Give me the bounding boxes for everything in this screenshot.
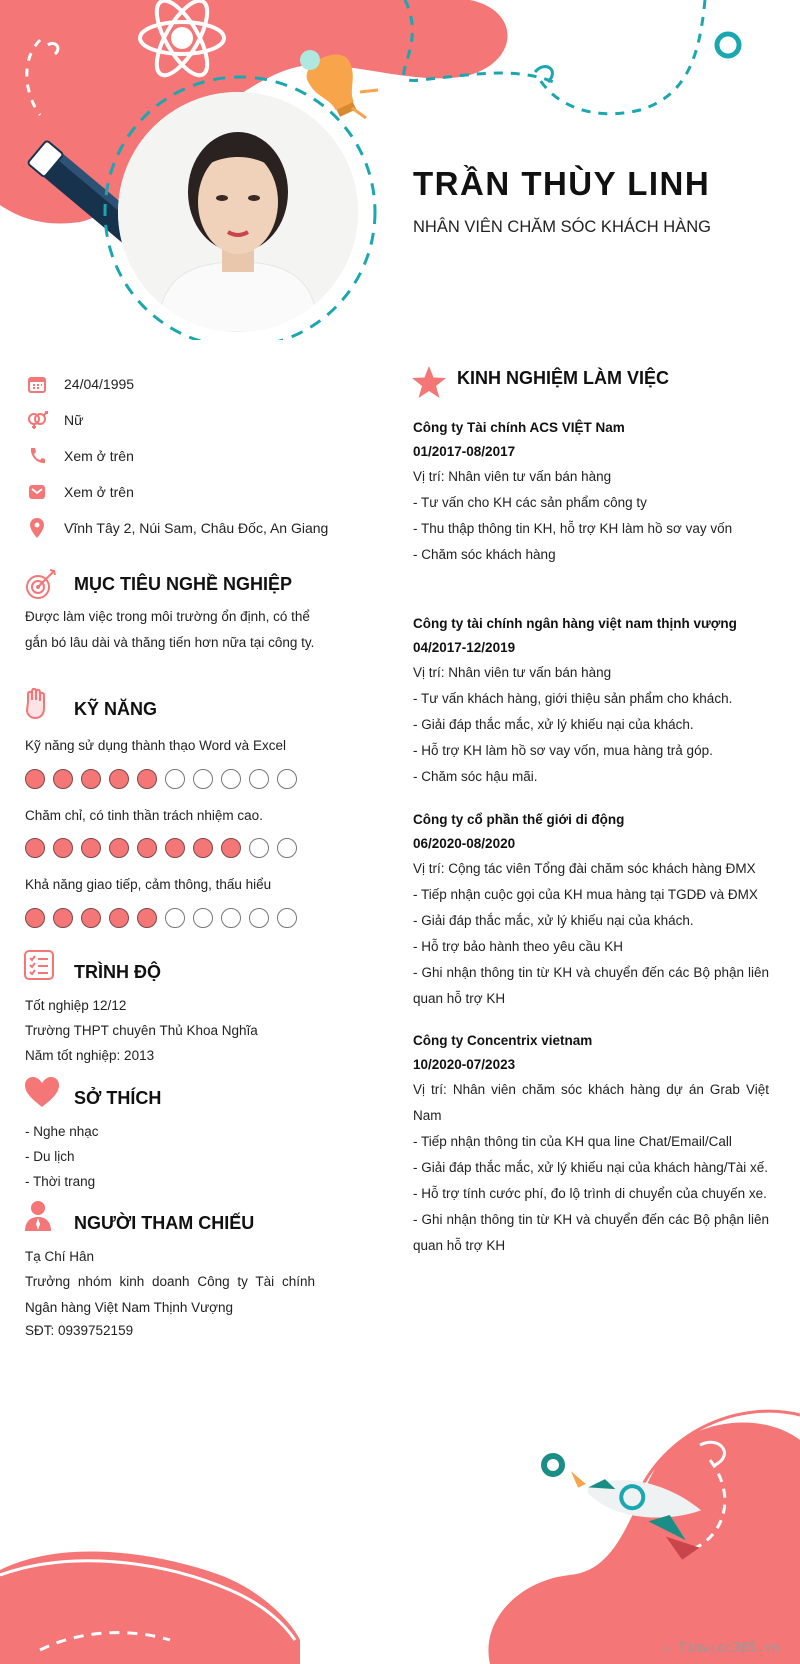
job-line: - Ghi nhận thông tin từ KH và chuyển đến các Bộ phận liên quan hỗ trợ KH xyxy=(413,1212,769,1253)
footer-decoration xyxy=(0,1400,800,1664)
job-period: 10/2020-07/2023 xyxy=(413,1057,516,1072)
job-line: - Tư vấn khách hàng, giới thiệu sản phẩm cho khách. xyxy=(413,691,733,706)
rating-dot-filled xyxy=(221,838,241,858)
rating-dot-filled xyxy=(109,838,129,858)
rating-dot-filled xyxy=(53,769,73,789)
mail-icon xyxy=(26,481,48,503)
job-3 xyxy=(413,808,769,1012)
reference-heading: NGƯỜI THAM CHIẾU xyxy=(74,1213,255,1233)
skill-rating-3 xyxy=(25,908,297,928)
job-1 xyxy=(413,416,769,568)
skills-heading: KỸ NĂNG xyxy=(74,699,158,719)
job-line: - Thu thập thông tin KH, hỗ trợ KH làm hồ sơ vay vốn xyxy=(413,521,733,536)
job-line: - Giải đáp thắc mắc, xử lý khiếu nại của khách hàng/Tài xế. xyxy=(413,1160,768,1175)
rating-dot-filled xyxy=(25,838,45,858)
dob-text: 24/04/1995 xyxy=(64,376,135,392)
checklist-icon xyxy=(24,950,54,985)
rating-dot-empty xyxy=(277,769,297,789)
rating-dot-empty xyxy=(165,769,185,789)
job-company: Công ty cổ phần thế giới di động xyxy=(413,812,625,827)
rating-dot-empty xyxy=(221,769,241,789)
job-company: Công ty Concentrix vietnam xyxy=(413,1033,593,1048)
info-address xyxy=(26,516,366,540)
objective-text: Được làm việc trong môi trường ổn định, có thể gắn bó lâu dài và thăng tiến hơn nữa tại công ty. xyxy=(25,609,315,650)
skill-rating-1 xyxy=(25,769,297,789)
phone-text: Xem ở trên xyxy=(64,448,134,464)
reference-name: Tạ Chí Hân xyxy=(25,1249,95,1264)
gender-icon xyxy=(26,409,48,431)
rating-dot-empty xyxy=(165,908,185,928)
address-text: Vĩnh Tây 2, Núi Sam, Châu Đốc, An Giang xyxy=(64,520,329,536)
calendar-icon xyxy=(26,373,48,395)
education-line-3: Năm tốt nghiệp: 2013 xyxy=(25,1048,155,1063)
job-line: Vị trí: Cộng tác viên Tổng đài chăm sóc khách hàng ĐMX xyxy=(413,861,756,876)
skill-label-3: Khả năng giao tiếp, cảm thông, thấu hiểu xyxy=(25,877,272,892)
star-icon xyxy=(411,365,447,404)
rating-dot-filled xyxy=(81,838,101,858)
reference-position: Trưởng nhóm kinh doanh Công ty Tài chính Ngân hàng Việt Nam Thịnh Vượng xyxy=(25,1274,315,1315)
job-period: 01/2017-08/2017 xyxy=(413,444,516,459)
candidate-title: NHÂN VIÊN CHĂM SÓC KHÁCH HÀNG xyxy=(413,218,711,236)
location-pin-icon xyxy=(26,517,48,539)
rating-dot-filled xyxy=(109,769,129,789)
rating-dot-filled xyxy=(81,908,101,928)
rating-dot-empty xyxy=(249,908,269,928)
hand-icon xyxy=(24,688,48,725)
phone-icon xyxy=(26,445,48,467)
job-line: Vị trí: Nhân viên tư vấn bán hàng xyxy=(413,469,612,484)
rating-dot-filled xyxy=(81,769,101,789)
info-dob xyxy=(26,372,366,396)
rating-dot-empty xyxy=(193,769,213,789)
hobby-item-2: - Du lịch xyxy=(25,1149,75,1164)
skill-rating-2 xyxy=(25,838,297,858)
objective-heading: MỤC TIÊU NGHỀ NGHIỆP xyxy=(74,574,293,594)
education-line-1: Tốt nghiệp 12/12 xyxy=(25,998,127,1013)
job-company: Công ty tài chính ngân hàng việt nam thịnh vượng xyxy=(413,616,737,631)
rating-dot-filled xyxy=(137,838,157,858)
job-line: - Hỗ trợ bảo hành theo yêu cầu KH xyxy=(413,939,623,954)
gender-text: Nữ xyxy=(64,412,84,428)
rating-dot-empty xyxy=(277,908,297,928)
job-line: - Tiếp nhận thông tin của KH qua line Chat/Email/Call xyxy=(413,1134,732,1149)
experience-heading: KINH NGHIỆM LÀM VIỆC xyxy=(457,368,670,388)
job-line: - Ghi nhận thông tin từ KH và chuyển đến các Bộ phận liên quan hỗ trợ KH xyxy=(413,965,769,1006)
info-gender xyxy=(26,408,366,432)
watermark: ∴ Timviec365.vn xyxy=(662,1641,780,1656)
rating-dot-empty xyxy=(249,838,269,858)
hobby-item-3: - Thời trang xyxy=(25,1174,96,1189)
rating-dot-filled xyxy=(165,838,185,858)
email-text: Xem ở trên xyxy=(64,484,134,500)
education-line-2: Trường THPT chuyên Thủ Khoa Nghĩa xyxy=(25,1023,258,1038)
heart-icon xyxy=(24,1076,60,1113)
job-line: - Hỗ trợ tính cước phí, đo lộ trình di chuyển của chuyến xe. xyxy=(413,1186,767,1201)
job-line: - Hỗ trợ KH làm hồ sơ vay vốn, mua hàng trả góp. xyxy=(413,743,713,758)
job-line: - Chăm sóc khách hàng xyxy=(413,547,556,562)
skill-label-2: Chăm chỉ, có tinh thần trách nhiệm cao. xyxy=(25,808,263,823)
rating-dot-filled xyxy=(25,908,45,928)
rating-dot-filled xyxy=(25,769,45,789)
skill-label-1: Kỹ năng sử dụng thành thạo Word và Excel xyxy=(25,738,286,753)
rating-dot-filled xyxy=(193,838,213,858)
hobby-item-1: - Nghe nhạc xyxy=(25,1124,99,1139)
job-4 xyxy=(413,1029,769,1259)
job-line: - Tư vấn cho KH các sản phẩm công ty xyxy=(413,495,647,510)
job-line: Vị trí: Nhân viên chăm sóc khách hàng dự án Grab Việt Nam xyxy=(413,1082,769,1123)
rating-dot-empty xyxy=(221,908,241,928)
hobbies-heading: SỞ THÍCH xyxy=(74,1088,162,1108)
rating-dot-filled xyxy=(53,908,73,928)
info-email xyxy=(26,480,366,504)
person-icon xyxy=(24,1200,52,1237)
rating-dot-filled xyxy=(137,769,157,789)
job-line: Vị trí: Nhân viên tư vấn bán hàng xyxy=(413,665,612,680)
job-2 xyxy=(413,612,769,790)
profile-photo xyxy=(118,92,358,332)
job-period: 06/2020-08/2020 xyxy=(413,836,516,851)
job-line: - Giải đáp thắc mắc, xử lý khiếu nại của khách. xyxy=(413,717,694,732)
job-period: 04/2017-12/2019 xyxy=(413,640,516,655)
info-phone xyxy=(26,444,366,468)
job-company: Công ty Tài chính ACS VIỆT Nam xyxy=(413,420,625,435)
target-icon xyxy=(24,567,58,606)
education-heading: TRÌNH ĐỘ xyxy=(74,962,161,982)
reference-phone: SĐT: 0939752159 xyxy=(25,1323,134,1338)
job-line: - Giải đáp thắc mắc, xử lý khiếu nại của khách. xyxy=(413,913,694,928)
rating-dot-filled xyxy=(109,908,129,928)
job-line: - Chăm sóc hậu mãi. xyxy=(413,769,538,784)
rating-dot-filled xyxy=(53,838,73,858)
rating-dot-empty xyxy=(249,769,269,789)
rating-dot-filled xyxy=(137,908,157,928)
candidate-name: TRẦN THÙY LINH xyxy=(413,165,711,202)
rating-dot-empty xyxy=(277,838,297,858)
job-line: - Tiếp nhận cuộc gọi của KH mua hàng tại TGDĐ và ĐMX xyxy=(413,887,758,902)
rating-dot-empty xyxy=(193,908,213,928)
